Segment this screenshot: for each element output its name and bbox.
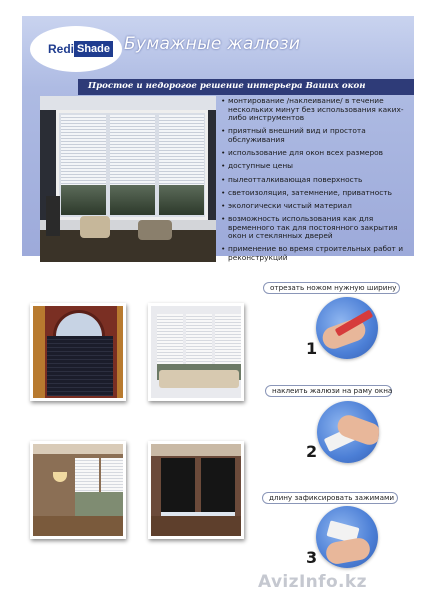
- feature-item: • пылеотталкивающая поверхность: [221, 176, 411, 185]
- photo-arched-window-dark-blinds: [30, 303, 126, 401]
- step-2-number: 2: [306, 442, 318, 461]
- logo-text-shade: Shade: [74, 41, 113, 57]
- feature-item: • возможность использования как для временного так для постоянного закрытия окон и стеклянных дверей: [221, 215, 411, 241]
- photo-blackout-blinds: [148, 441, 244, 539]
- page-subtitle: Простое и недорогое решение интерьера Ваших окон: [88, 81, 366, 91]
- feature-item: • использование для окон всех размеров: [221, 149, 411, 158]
- step-2-label: наклеить жалюзи на раму окна: [265, 385, 392, 397]
- room-photo: [40, 96, 216, 262]
- window: [56, 110, 208, 220]
- step-3-number: 3: [306, 548, 318, 567]
- feature-item: • приятный внешний вид и простота обслуживания: [221, 127, 411, 144]
- step-2-image: [317, 401, 379, 463]
- features-list: [221, 97, 411, 267]
- watermark: AvizInfo.kz: [258, 572, 367, 592]
- logo-text-redi: Redi: [48, 42, 75, 56]
- feature-item: • применение во время строительных работ и реконструкций: [221, 245, 411, 262]
- step-1-image: [316, 297, 378, 359]
- step-3-image: [316, 506, 378, 568]
- page-title: Бумажные жалюзи: [124, 34, 301, 54]
- feature-item: • экологически чистый материал: [221, 202, 411, 211]
- step-3-label: длину зафиксировать зажимами: [262, 492, 398, 504]
- feature-item: • светоизоляция, затемнение, приватность: [221, 189, 411, 198]
- feature-item: • монтирование /наклеивание/ в течение нескольких минут без использования каких-либо инструментов: [221, 97, 411, 123]
- step-1-label: отрезать ножом нужную ширину: [263, 282, 400, 294]
- photo-dining-room-blinds: [30, 441, 126, 539]
- photo-bay-window-light-blinds: [148, 303, 244, 401]
- step-1-number: 1: [306, 339, 318, 358]
- redishade-logo: [30, 26, 122, 72]
- feature-item: • доступные цены: [221, 162, 411, 171]
